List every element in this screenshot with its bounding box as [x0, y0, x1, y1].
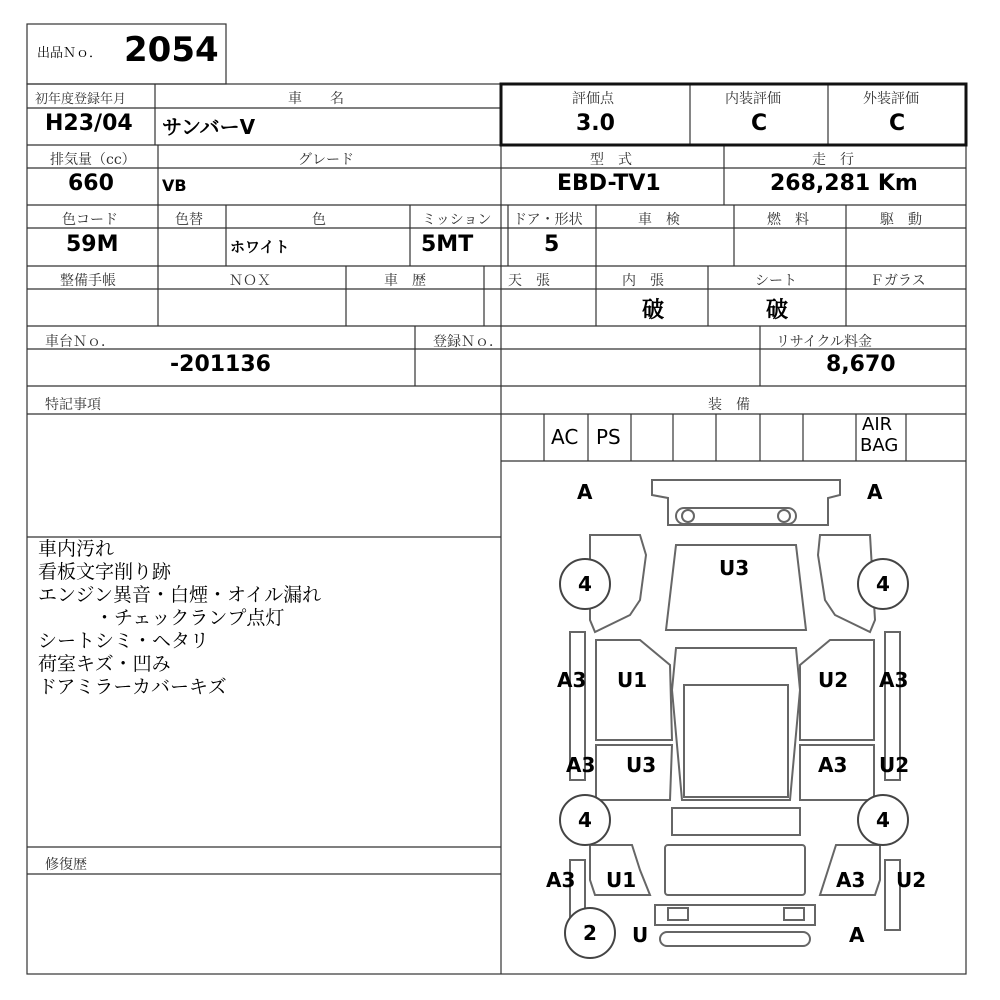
displacement-value: 660 [68, 171, 114, 196]
color-change-label: 色替 [175, 212, 203, 228]
equip-ps: PS [596, 425, 621, 449]
door-value: 5 [544, 232, 560, 257]
seat-label: シート [755, 273, 797, 289]
lot-label: 出品Ｎｏ． [37, 46, 103, 61]
door-label: ドア・形状 [513, 212, 583, 228]
fuel-label: 燃 料 [767, 212, 809, 228]
damage-right-1b: A3 [879, 668, 909, 692]
interior-value: C [751, 111, 768, 136]
damage-hood: U3 [719, 556, 750, 580]
mileage-label: 走 行 [812, 152, 854, 168]
damage-rear-u: U [632, 923, 649, 947]
interior-trim-value: 破 [642, 298, 665, 323]
displacement-label: 排気量（cc） [50, 152, 136, 168]
drive-label: 駆 動 [880, 212, 922, 228]
damage-wheel-fl: 4 [559, 558, 611, 610]
equip-airbag-2: BAG [860, 435, 899, 456]
color-value: ホワイト [230, 238, 290, 256]
exterior-label: 外装評価 [863, 91, 919, 107]
interior-trim-label: 内 張 [622, 273, 664, 289]
chassis-label: 車台Ｎｏ． [45, 334, 115, 350]
reg-label: 登録Ｎｏ． [433, 334, 503, 350]
nox-label: ＮＯＸ [229, 273, 271, 289]
damage-right-2b: U2 [879, 753, 910, 777]
damage-left-2a: A3 [566, 753, 596, 777]
roof-label: 天 張 [508, 273, 550, 289]
equip-airbag-1: AIR [862, 414, 893, 435]
history-label: 車 歴 [384, 273, 426, 289]
damage-wheel-rr: 4 [857, 794, 909, 846]
note-line: エンジン異音・白煙・オイル漏れ [38, 584, 322, 606]
note-line: ・チェックランプ点灯 [38, 607, 285, 629]
damage-wheel-rl: 4 [559, 794, 611, 846]
damage-front-right: A [867, 480, 883, 504]
damage-left-1b: U1 [617, 668, 648, 692]
model-value: EBD-TV1 [557, 171, 661, 196]
damage-right-1a: U2 [818, 668, 849, 692]
notes-label: 特記事項 [45, 397, 101, 413]
damage-left-1a: A3 [557, 668, 587, 692]
mission-value: 5MT [421, 232, 474, 257]
inspection-label: 車 検 [638, 212, 680, 228]
score-value: 3.0 [576, 111, 615, 136]
score-label: 評価点 [572, 91, 614, 107]
mileage-value: 268,281 Km [770, 171, 918, 196]
first-reg-label: 初年度登録年月 [35, 92, 127, 107]
damage-rear-a: A [849, 923, 865, 947]
color-code-value: 59M [66, 232, 119, 257]
lot-number: 2054 [124, 30, 219, 70]
first-reg-value: H23/04 [45, 111, 133, 136]
maint-label: 整備手帳 [60, 273, 116, 289]
note-line: 看板文字削り跡 [38, 561, 172, 583]
repair-label: 修復歴 [45, 857, 87, 873]
damage-front-left: A [577, 480, 593, 504]
fglass-label: Ｆガラス [870, 273, 926, 289]
color-label: 色 [312, 212, 326, 228]
grade-value: VB [162, 176, 187, 195]
equipment-label: 装 備 [708, 397, 750, 413]
damage-right-2a: A3 [818, 753, 848, 777]
car-name-label: 車 名 [288, 91, 344, 107]
note-line: 荷室キズ・凹み [38, 653, 171, 675]
damage-left-3b: U1 [606, 868, 637, 892]
seat-value: 破 [766, 298, 789, 323]
chassis-value: -201136 [170, 352, 271, 377]
interior-label: 内装評価 [725, 91, 781, 107]
recycle-label: リサイクル料金 [776, 334, 873, 350]
color-code-label: 色コード [62, 212, 118, 228]
note-line: シートシミ・ヘタリ [38, 630, 210, 652]
note-line: ドアミラーカバーキズ [38, 676, 227, 698]
damage-right-3b: U2 [896, 868, 927, 892]
damage-right-3a: A3 [836, 868, 866, 892]
model-label: 型 式 [590, 152, 632, 168]
equip-ac: AC [551, 425, 579, 449]
damage-rear-ring: 2 [564, 907, 616, 959]
grade-label: グレード [298, 152, 354, 168]
car-name-value: サンバーV [162, 115, 256, 139]
damage-left-2b: U3 [626, 753, 657, 777]
mission-label: ミッション [422, 212, 492, 228]
recycle-value: 8,670 [826, 352, 896, 377]
note-line: 車内汚れ [38, 538, 115, 560]
damage-wheel-fr: 4 [857, 558, 909, 610]
damage-left-3a: A3 [546, 868, 576, 892]
exterior-value: C [889, 111, 906, 136]
